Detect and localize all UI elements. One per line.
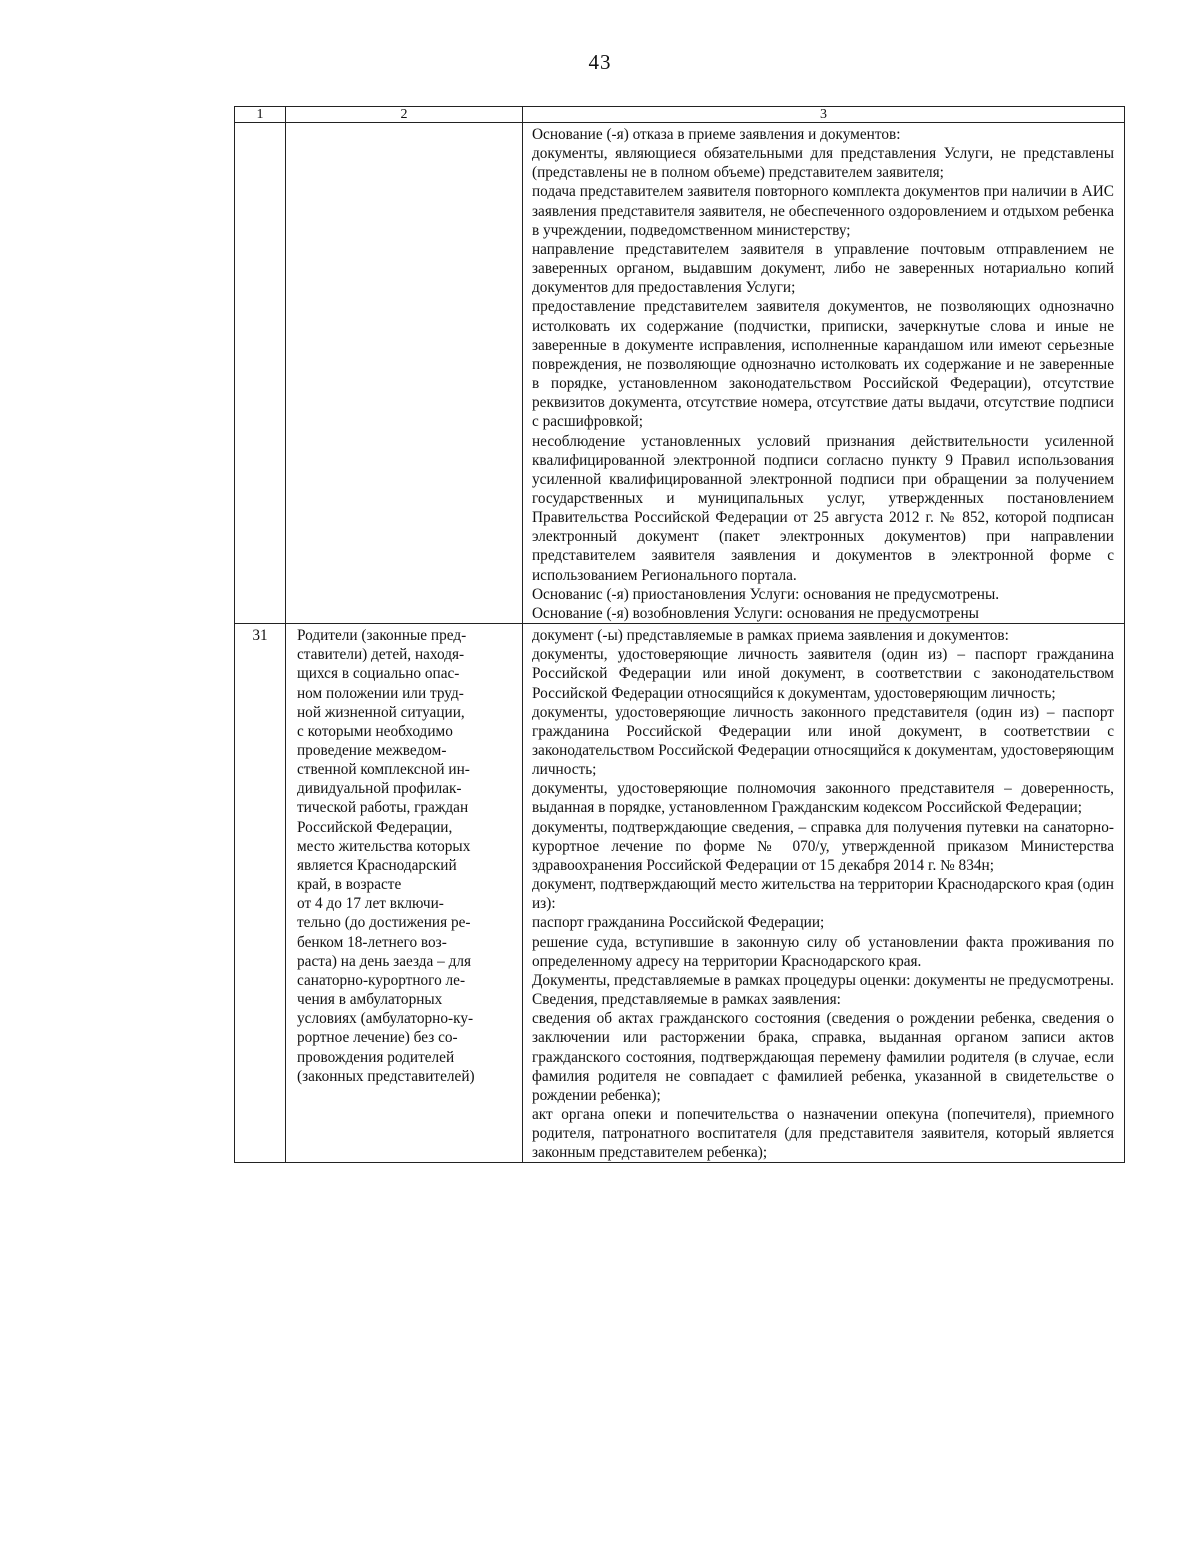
- category-line: является Краснодарский: [297, 856, 457, 874]
- category-line: от 4 до 17 лет включи-: [297, 895, 444, 913]
- paragraph: документы, удостоверяющие личность законного представителя (один из) – паспорт гражданина Российской Федерации или иной документ, в соответствии с законодательством Российской Федерации относящийся к документам, удостоверяющим личность;: [532, 703, 1114, 779]
- header-cell-2: 2: [286, 107, 523, 123]
- paragraph: документы, удостоверяющие полномочия законного представителя – доверенность, выданная в порядке, установленном Гражданским кодексом Российской Федерации;: [532, 780, 1114, 817]
- paragraph: документы, являющиеся обязательными для представления Услуги, не представлены (представлены не в полном объеме) представителем заявителя;: [532, 145, 1114, 182]
- category-line: раста) на день заезда – для: [297, 952, 472, 970]
- category-line: край, в возрасте: [297, 876, 402, 894]
- paragraph: Основание (-я) возобновления Услуги: основания не предусмотрены: [532, 604, 979, 622]
- paragraph: Сведения, представляемые в рамках заявления:: [532, 991, 841, 1009]
- row-number-cell: [235, 123, 286, 624]
- category-line: провождения родителей: [297, 1048, 455, 1066]
- category-line: место жительства которых: [297, 837, 471, 855]
- category-line: щихся в социально опас-: [297, 665, 460, 683]
- category-line: условиях (амбулаторно-ку-: [297, 1010, 474, 1028]
- paragraph: Основанис (-я) приостановления Услуги: основания не предусмотрены.: [532, 585, 1000, 603]
- documents-cell: [523, 123, 1125, 624]
- paragraph: документ (-ы) представляемые в рамках приема заявления и документов:: [532, 627, 1009, 645]
- paragraph: документы, удостоверяющие личность заявителя (один из) – паспорт гражданина Российской Федерации или иной документ, в соответствии с законодательством Российской Федерации относящийся к документам, удостоверяющим личность;: [532, 646, 1114, 702]
- row-number-cell: 31: [235, 624, 286, 1163]
- category-line: санаторно-курортного ле-: [297, 971, 466, 989]
- paragraph: Документы, представляемые в рамках процедуры оценки: документы не предусмотрены.: [532, 971, 1114, 989]
- paragraph: решение суда, вступившие в законную силу об установлении факта проживания по определенному адресу на территории Краснодарского края.: [532, 933, 1114, 970]
- category-line: рортное лечение) без со-: [297, 1029, 458, 1047]
- category-line: тической работы, граждан: [297, 799, 469, 817]
- category-line: проведение межведом-: [297, 742, 447, 759]
- category-line: Родители (законные пред-: [297, 627, 467, 645]
- category-line: Российской Федерации,: [297, 818, 453, 836]
- paragraph: сведения об актах гражданского состояния (сведения о рождении ребенка, сведения о заключении или расторжении брака, справка, выданная органом записи актов гражданского состояния, подтверждающая перемену фамилии родителя (в случае, если фамилия родителя не совпадает с фамилией ребенка, указанной в свидетельстве о рождении ребенка);: [532, 1010, 1114, 1104]
- document-table: [234, 106, 1125, 1163]
- header-cell-1: 1: [235, 107, 286, 123]
- documents-cell: [523, 624, 1125, 1163]
- category-cell: [286, 624, 523, 1163]
- paragraph: предоставление представителем заявителя документов, не позволяющих однозначно истолковать их содержание (подчистки, приписки, зачеркнутые слова и иные не заверенные в документе исправления, исполненные карандашом или имеют серьезные повреждения, не позволяющие однозначно истолковать их содержание и не заверенные в порядке, установленном законодательством Российской Федерации), отсутствие реквизитов документа, отсутствие номера, отсутствие даты выдачи, отсутствие подписи с расшифровкой;: [532, 298, 1114, 431]
- paragraph: подача представителем заявителя повторного комплекта документов при наличии в АИС заявления представителя заявителя, не обеспеченного оздоровлением и отдыхом ребенка в учреждении, подведомственном министерству;: [532, 183, 1114, 239]
- paragraph: Основание (-я) отказа в приеме заявления и документов:: [532, 126, 901, 143]
- paragraph: документ, подтверждающий место жительства на территории Краснодарского края (один из):: [532, 876, 1114, 913]
- paragraph: паспорт гражданина Российской Федерации;: [532, 914, 825, 932]
- table-row-31: [235, 624, 1125, 1163]
- paragraph: направление представителем заявителя в управление почтовым отправлением не заверенных органом, выдавшим документ, либо не заверенных нотариально копий документов для предоставления Услуги;: [532, 240, 1114, 297]
- category-line: ной жизненной ситуации,: [297, 703, 465, 721]
- category-cell: [286, 123, 523, 624]
- category-line: тельно (до достижения ре-: [297, 914, 471, 932]
- table-row-continued: [235, 123, 1125, 624]
- paragraph: несоблюдение установленных условий признания действительности усиленной квалифицированной электронной подписи согласно пункту 9 Правил использования усиленной квалифицированной электронной подписи при обращении за получением государственных и муниципальных услуг, утвержденных постановлением Правительства Российской Федерации от 25 августа 2012 г. № 852, которой подписан электронный документ (пакет электронных документов) при направлении представителем заявителя заявления и документов в электронной форме с использованием Регионального портала.: [532, 432, 1114, 584]
- category-line: бенком 18-летнего воз-: [297, 933, 447, 951]
- category-line: с которыми необходимо: [297, 722, 453, 740]
- paragraph: документы, подтверждающие сведения, – справка для получения путевки на санаторно-курортное лечение по форме № 070/у, утвержденной приказом Министерства здравоохранения Российской Федерации от 15 декабря 2014 г. № 834н;: [532, 818, 1114, 874]
- category-line: дивидуальной профилак-: [297, 780, 462, 798]
- category-line: ном положении или труд-: [297, 684, 464, 702]
- page-number: 43: [588, 50, 612, 74]
- category-line: ставители) детей, находя-: [297, 646, 465, 664]
- category-line: (законных представителей): [297, 1067, 475, 1085]
- category-line: чения в амбулаторных: [297, 991, 443, 1009]
- paragraph: акт органа опеки и попечительства о назначении опекуна (попечителя), приемного родителя, патронатного воспитателя (для представителя заявителя, который является законным представителем ребенка);: [532, 1105, 1114, 1162]
- header-cell-3: 3: [523, 107, 1125, 123]
- category-line: ственной комплексной ин-: [297, 761, 470, 779]
- table-header-row: [235, 107, 1125, 123]
